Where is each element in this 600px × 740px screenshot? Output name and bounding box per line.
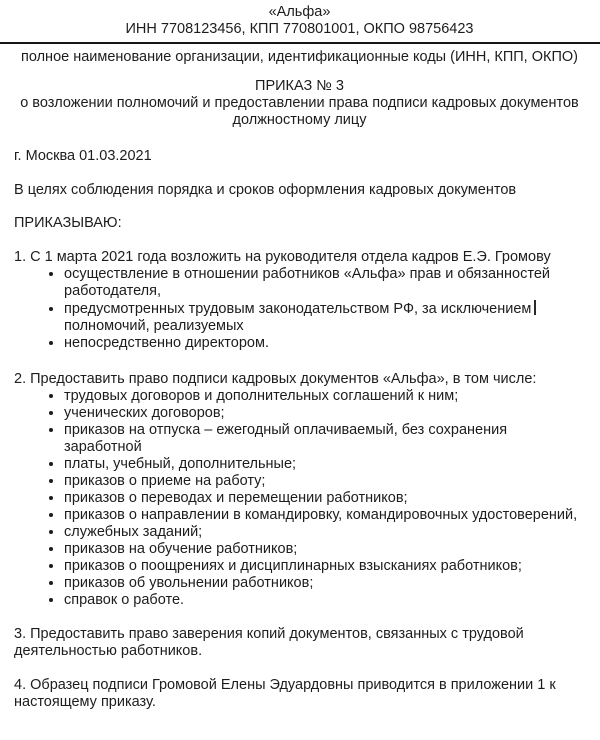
bullet-item [64, 422, 585, 456]
bullet-text: приказов об увольнении работников; [64, 575, 314, 591]
bullet-text: ученических договоров; [64, 405, 225, 421]
bullet-text: приказов о направлении в командировку, командировочных удостоверений, [64, 507, 578, 523]
bullet-text: предусмотренных трудовым законодательством РФ, за исключением [64, 301, 532, 317]
order-item-2-list [14, 388, 585, 609]
bullet-text: приказов на обучение работников; [64, 541, 298, 557]
bullet-item [64, 456, 585, 473]
text-cursor[interactable] [534, 300, 536, 315]
bullet-item [64, 558, 585, 575]
bullet-text: осуществление в отношении работников «Альфа» прав и обязанностей работодателя, [64, 266, 550, 299]
place-date-line: г. Москва 01.03.2021 [14, 148, 152, 164]
bullet-item [64, 541, 585, 558]
order-item-4-text: 4. Образец подписи Громовой Елены Эдуардовны приводится в приложении 1 к настоящему приказу. [14, 677, 556, 710]
directive-heading: ПРИКАЗЫВАЮ: [14, 215, 122, 231]
bullet-item [64, 507, 585, 524]
bullet-item [64, 473, 585, 490]
order-item-1-list [14, 266, 585, 352]
bullet-item [64, 388, 585, 405]
org-name: «Альфа» [268, 4, 331, 20]
bullet-text: непосредственно директором. [64, 335, 269, 351]
bullet-item [64, 575, 585, 592]
form-divider-line [0, 42, 600, 44]
bullet-text: приказов на отпуска – ежегодный оплачиваемый, без сохранения заработной [64, 422, 508, 455]
bullet-item [64, 335, 585, 352]
bullet-item [64, 592, 585, 609]
bullet-text: приказов о приеме на работу; [64, 473, 266, 489]
order-item-3-text: 3. Предоставить право заверения копий документов, связанных с трудовой деятельностью работников. [14, 626, 524, 659]
order-subject: о возложении полномочий и предоставлении права подписи кадровых документов должностному лицу [20, 95, 579, 128]
order-title: ПРИКАЗ № 3 [255, 78, 344, 94]
bullet-text: полномочий, реализуемых [64, 318, 244, 334]
bullet-text: справок о работе. [64, 592, 185, 608]
order-item-2-text: 2. Предоставить право подписи кадровых документов «Альфа», в том числе: [14, 371, 537, 387]
form-caption: полное наименование организации, идентификационные коды (ИНН, КПП, ОКПО) [21, 49, 578, 65]
order-item-1-text: 1. С 1 марта 2021 года возложить на руководителя отдела кадров Е.Э. Громову [14, 249, 551, 265]
bullet-item [64, 266, 585, 300]
purpose-paragraph: В целях соблюдения порядка и сроков оформления кадровых документов [14, 182, 517, 198]
bullet-item [64, 405, 585, 422]
bullet-text: трудовых договоров и дополнительных соглашений к ним; [64, 388, 459, 404]
bullet-text: приказов о поощрениях и дисциплинарных взысканиях работников; [64, 558, 522, 574]
bullet-text: приказов о переводах и перемещении работников; [64, 490, 408, 506]
bullet-item [64, 300, 585, 335]
org-codes: ИНН 7708123456, КПП 770801001, ОКПО 98756423 [125, 21, 474, 37]
bullet-item [64, 490, 585, 507]
bullet-text: служебных заданий; [64, 524, 203, 540]
bullet-text: платы, учебный, дополнительные; [64, 456, 297, 472]
bullet-item [64, 524, 585, 541]
